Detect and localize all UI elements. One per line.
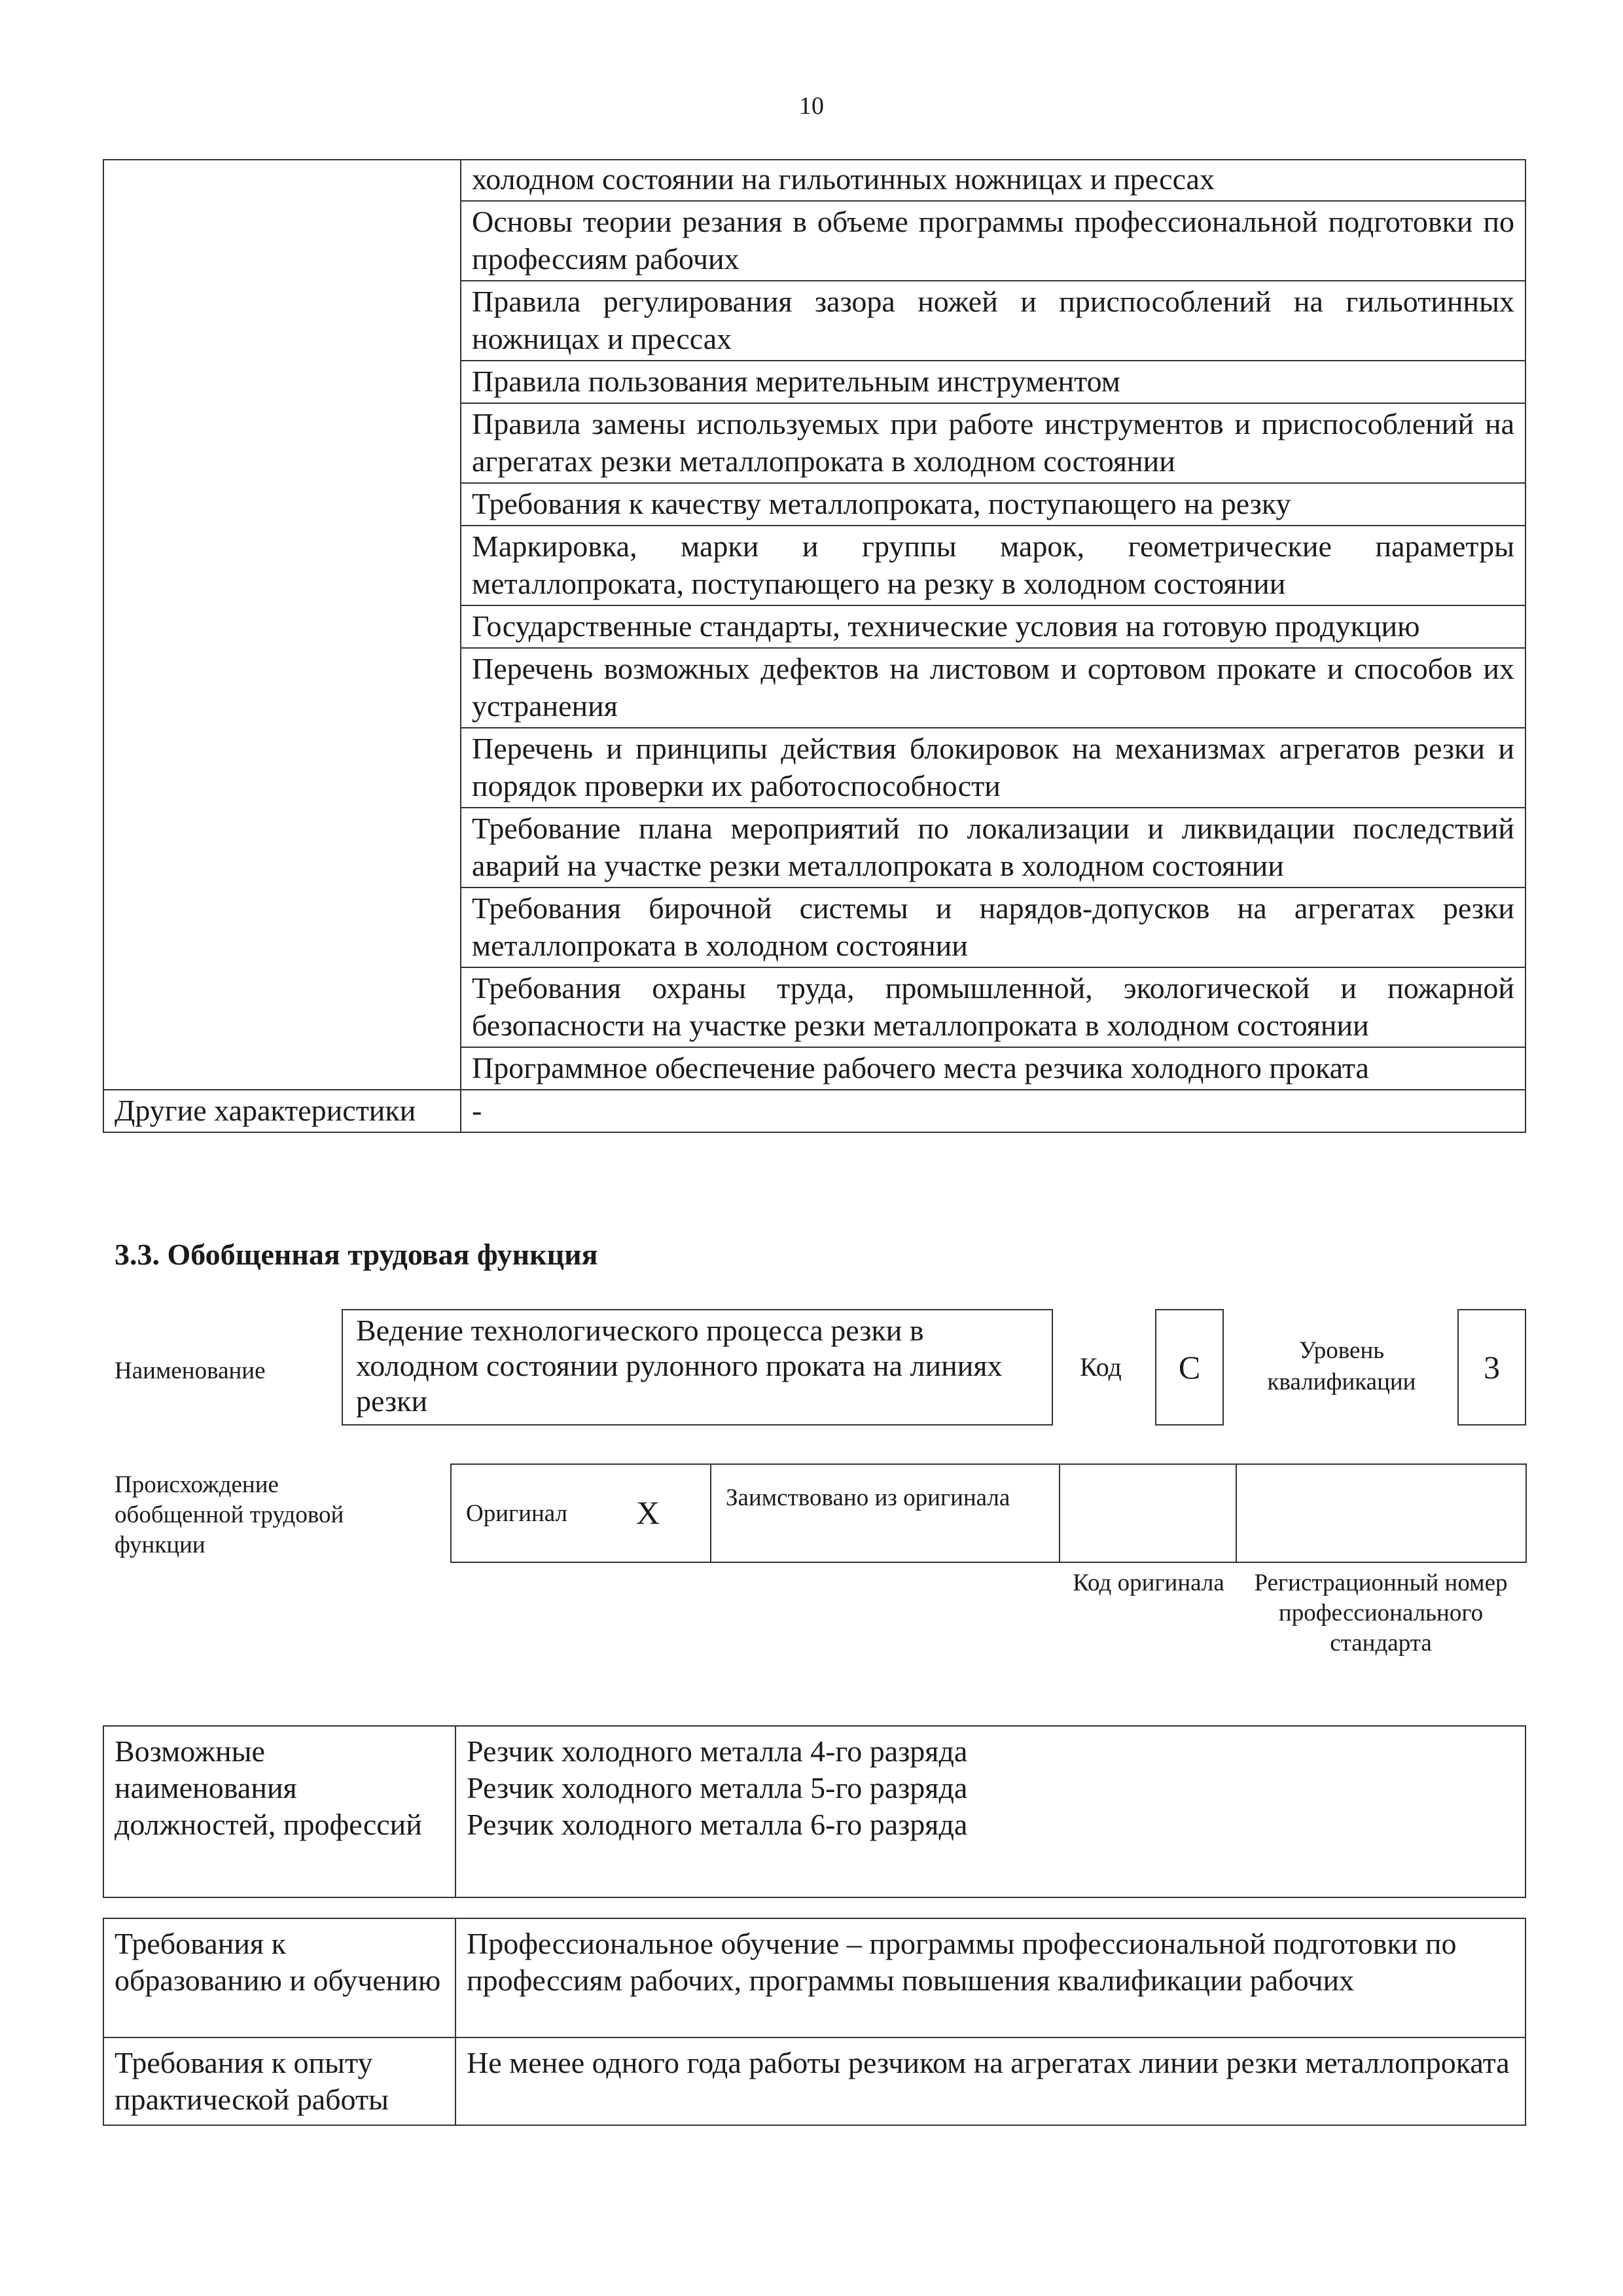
origin-code-caption: Код оригинала [1073, 1570, 1224, 1596]
requirements-table [103, 1918, 1526, 2126]
origin-reg-caption: Регистрационный номер профессионального стандарта [1254, 1570, 1508, 1657]
other-characteristics-label: Другие характеристики [103, 1090, 461, 1132]
positions-table [103, 1725, 1526, 1898]
code-label: Код [1080, 1352, 1122, 1382]
other-characteristics-value: - [461, 1090, 1525, 1132]
position-item: Резчик холодного металла 6-го разряда [467, 1808, 968, 1841]
name-label: Наименование [115, 1357, 266, 1384]
section-heading: 3.3. Обобщенная трудовая функция [115, 1238, 598, 1271]
origin-reg-cell [1237, 1465, 1525, 1562]
origin-original-cell [452, 1465, 711, 1562]
knowledge-table [103, 159, 1526, 1133]
knowledge-item: Перечень возможных дефектов на листовом и сортовом прокате и способов их устранения [461, 648, 1525, 728]
experience-value: Не менее одного года работы резчиком на агрегатах линии резки металлопроката [455, 2037, 1525, 2125]
knowledge-item: Правила замены используемых при работе инструментов и приспособлений на агрегатах резки металлопроката в холодном состоянии [461, 403, 1525, 483]
position-item: Резчик холодного металла 5-го разряда [467, 1771, 968, 1804]
origin-original-label: Оригинал [466, 1500, 568, 1527]
positions-list [455, 1726, 1525, 1897]
knowledge-item: Требования охраны труда, промышленной, экологической и пожарной безопасности на участке резки металлопроката в холодном состоянии [461, 967, 1525, 1047]
knowledge-table-left-cell [103, 160, 461, 1090]
code-value-box: C [1155, 1309, 1224, 1426]
position-item: Резчик холодного металла 4-го разряда [467, 1734, 968, 1768]
knowledge-item: Перечень и принципы действия блокировок на механизмах агрегатов резки и порядок проверки их работоспособности [461, 728, 1525, 808]
knowledge-item: Маркировка, марки и группы марок, геометрические параметры металлопроката, поступающего на резку в холодном состоянии [461, 526, 1525, 605]
origin-borrowed-cell [711, 1465, 1060, 1562]
experience-label: Требования к опыту практической работы [103, 2037, 455, 2125]
level-value-box: 3 [1457, 1309, 1526, 1426]
origin-row [450, 1463, 1527, 1563]
knowledge-item: Требование плана мероприятий по локализации и ликвидации последствий аварий на участке резки металлопроката в холодном состоянии [461, 808, 1525, 888]
function-name-box: Ведение технологического процесса резки в холодном состоянии рулонного проката на линиях резки [342, 1309, 1053, 1426]
level-label: Уровень квалификации [1267, 1337, 1416, 1395]
knowledge-item: Программное обеспечение рабочего места резчика холодного проката [461, 1047, 1525, 1090]
origin-code-cell [1060, 1465, 1237, 1562]
knowledge-item: Государственные стандарты, технические условия на готовую продукцию [461, 605, 1525, 648]
knowledge-item: Правила регулирования зазора ножей и приспособлений на гильотинных ножницах и прессах [461, 281, 1525, 361]
origin-mark: X [636, 1494, 660, 1531]
positions-label: Возможные наименования должностей, профессий [103, 1726, 455, 1897]
knowledge-item: холодном состоянии на гильотинных ножницах и прессах [461, 160, 1525, 201]
page-number: 10 [799, 92, 824, 120]
knowledge-item: Основы теории резания в объеме программы профессиональной подготовки по профессиям рабочих [461, 201, 1525, 281]
knowledge-item: Правила пользования мерительным инструментом [461, 361, 1525, 403]
knowledge-item: Требования бирочной системы и нарядов-допусков на агрегатах резки металлопроката в холодном состоянии [461, 888, 1525, 967]
origin-borrowed-label: Заимствовано из оригинала [726, 1484, 1010, 1511]
education-label: Требования к образованию и обучению [103, 1918, 455, 2037]
knowledge-item: Требования к качеству металлопроката, поступающего на резку [461, 483, 1525, 526]
education-value: Профессиональное обучение – программы профессиональной подготовки по профессиям рабочих, программы повышения квалификации рабочих [455, 1918, 1525, 2037]
origin-label: Происхождение обобщенной трудовой функции [115, 1471, 344, 1558]
